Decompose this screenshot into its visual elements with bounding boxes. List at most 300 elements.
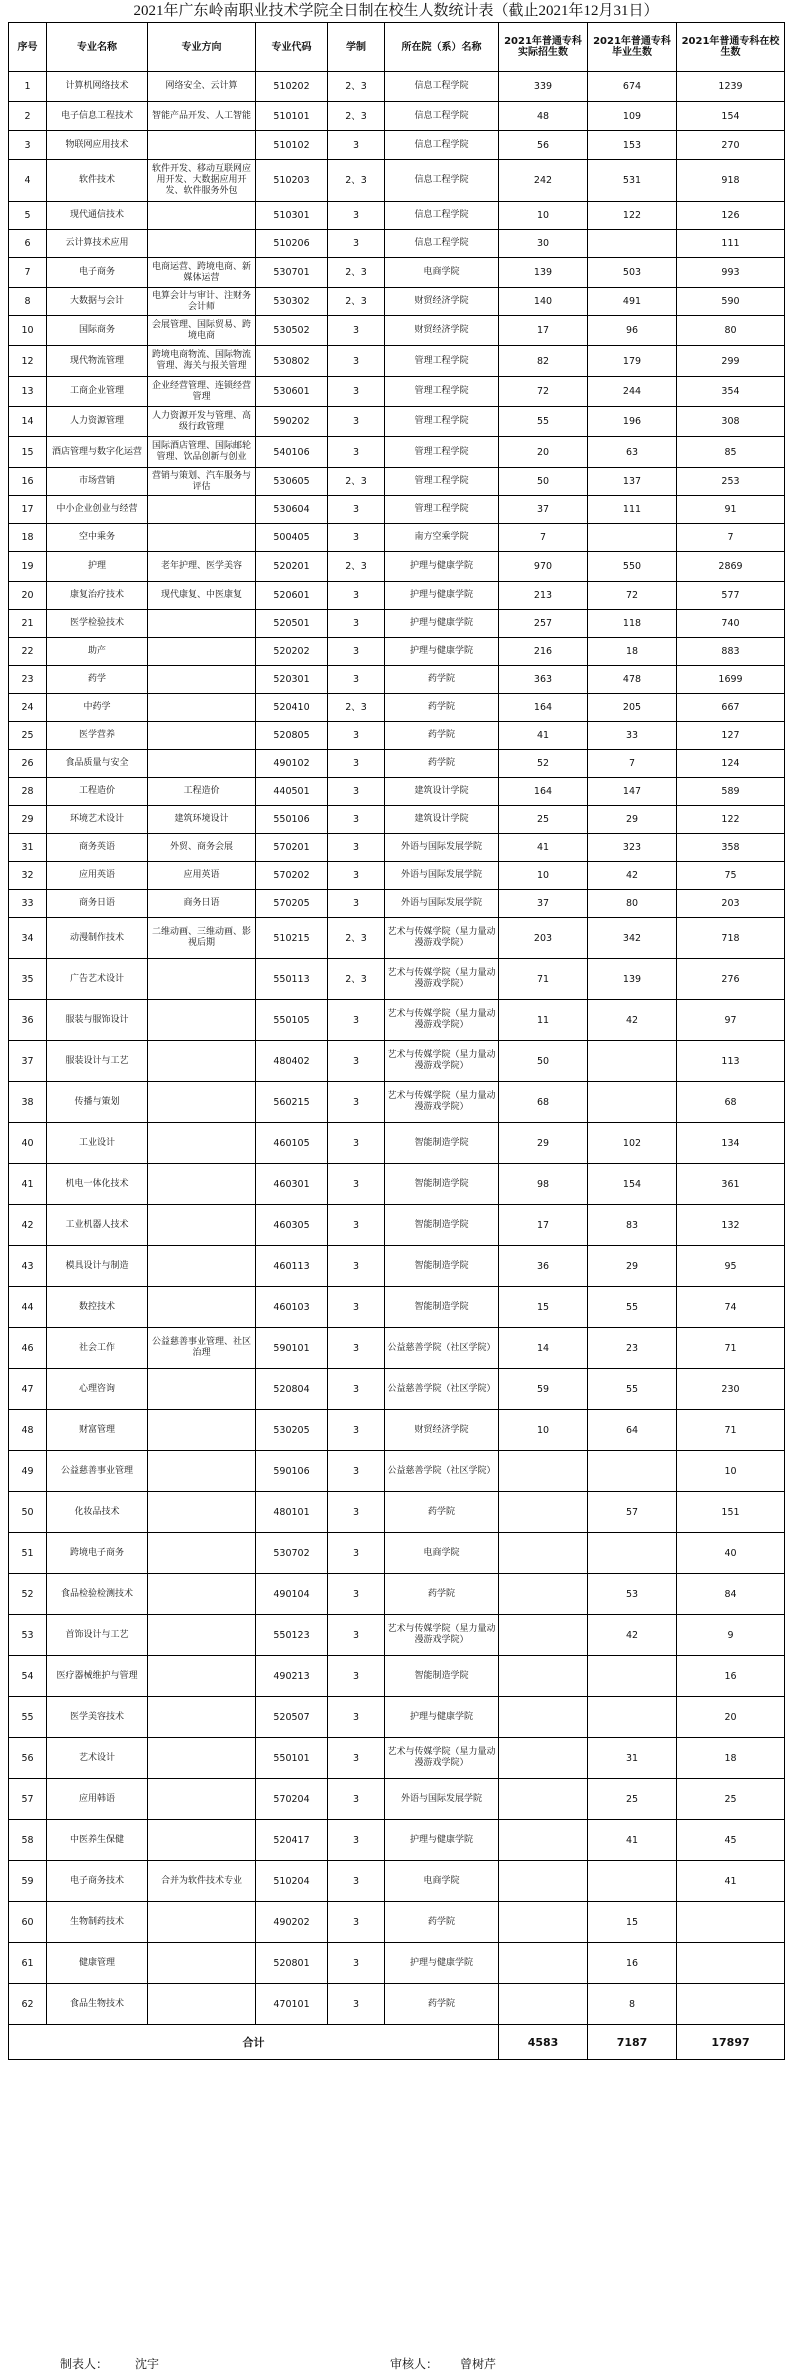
study-years: 3 xyxy=(328,1656,385,1697)
row-number: 1 xyxy=(9,72,47,102)
major-direction xyxy=(148,230,256,258)
graduate-count: 42 xyxy=(588,1000,677,1041)
major-name: 电子商务技术 xyxy=(47,1861,148,1902)
header-cell: 序号 xyxy=(9,23,47,72)
maker-label: 制表人： xyxy=(60,2357,109,2371)
major-name: 国际商务 xyxy=(47,316,148,346)
study-years: 2、3 xyxy=(328,258,385,288)
current-students: 111 xyxy=(677,230,785,258)
table-row xyxy=(9,316,785,346)
enrollment-count: 15 xyxy=(499,1287,588,1328)
enrollment-count: 25 xyxy=(499,806,588,834)
current-students: 134 xyxy=(677,1123,785,1164)
college-name: 信息工程学院 xyxy=(385,131,499,160)
table-row xyxy=(9,377,785,407)
current-students: 74 xyxy=(677,1287,785,1328)
major-direction xyxy=(148,1451,256,1492)
current-students: 126 xyxy=(677,202,785,230)
table-row xyxy=(9,258,785,288)
graduate-count: 33 xyxy=(588,722,677,750)
major-name: 数控技术 xyxy=(47,1287,148,1328)
major-direction: 智能产品开发、人工智能 xyxy=(148,102,256,131)
enrollment-count: 68 xyxy=(499,1082,588,1123)
study-years: 3 xyxy=(328,1492,385,1533)
enrollment-count: 339 xyxy=(499,72,588,102)
major-direction: 软件开发、移动互联网应用开发、大数据应用开发、软件服务外包 xyxy=(148,160,256,202)
row-number: 60 xyxy=(9,1902,47,1943)
major-direction xyxy=(148,694,256,722)
header-cell: 学制 xyxy=(328,23,385,72)
current-students: 122 xyxy=(677,806,785,834)
current-students: 113 xyxy=(677,1041,785,1082)
college-name: 智能制造学院 xyxy=(385,1656,499,1697)
enrollment-count: 56 xyxy=(499,131,588,160)
major-code: 530701 xyxy=(256,258,328,288)
major-code: 460305 xyxy=(256,1205,328,1246)
study-years: 3 xyxy=(328,407,385,437)
major-code: 520417 xyxy=(256,1820,328,1861)
study-years: 2、3 xyxy=(328,468,385,496)
study-years: 2、3 xyxy=(328,160,385,202)
enrollment-count xyxy=(499,1779,588,1820)
major-code: 550123 xyxy=(256,1615,328,1656)
total-label: 合计 xyxy=(9,2025,499,2060)
row-number: 22 xyxy=(9,638,47,666)
header-cell: 专业代码 xyxy=(256,23,328,72)
table-row xyxy=(9,102,785,131)
row-number: 53 xyxy=(9,1615,47,1656)
graduate-count: 196 xyxy=(588,407,677,437)
current-students: 589 xyxy=(677,778,785,806)
graduate-count: 102 xyxy=(588,1123,677,1164)
study-years: 2、3 xyxy=(328,72,385,102)
major-code: 510202 xyxy=(256,72,328,102)
major-code: 520501 xyxy=(256,610,328,638)
major-name: 人力资源管理 xyxy=(47,407,148,437)
current-students: 993 xyxy=(677,258,785,288)
major-direction: 公益慈善事业管理、社区治理 xyxy=(148,1328,256,1369)
major-code: 500405 xyxy=(256,524,328,552)
graduate-count: 25 xyxy=(588,1779,677,1820)
study-years: 3 xyxy=(328,202,385,230)
graduate-count: 244 xyxy=(588,377,677,407)
graduate-count: 111 xyxy=(588,496,677,524)
major-code: 570204 xyxy=(256,1779,328,1820)
major-code: 510203 xyxy=(256,160,328,202)
college-name: 护理与健康学院 xyxy=(385,610,499,638)
study-years: 2、3 xyxy=(328,102,385,131)
table-row xyxy=(9,524,785,552)
enrollment-count xyxy=(499,1984,588,2025)
graduate-count: 147 xyxy=(588,778,677,806)
current-students: 45 xyxy=(677,1820,785,1861)
major-code: 530702 xyxy=(256,1533,328,1574)
enrollment-count: 37 xyxy=(499,496,588,524)
college-name: 外语与国际发展学院 xyxy=(385,1779,499,1820)
current-students xyxy=(677,1943,785,1984)
college-name: 财贸经济学院 xyxy=(385,1410,499,1451)
enrollment-count: 37 xyxy=(499,890,588,918)
current-students: 1699 xyxy=(677,666,785,694)
major-direction xyxy=(148,1041,256,1082)
major-name: 空中乘务 xyxy=(47,524,148,552)
graduate-count: 80 xyxy=(588,890,677,918)
table-row xyxy=(9,1984,785,2025)
major-code: 440501 xyxy=(256,778,328,806)
graduate-count xyxy=(588,1041,677,1082)
major-name: 物联网应用技术 xyxy=(47,131,148,160)
table-row xyxy=(9,1328,785,1369)
table-row xyxy=(9,1779,785,1820)
current-students xyxy=(677,1984,785,2025)
table-row xyxy=(9,1123,785,1164)
major-direction xyxy=(148,1615,256,1656)
major-direction: 二维动画、三维动画、影视后期 xyxy=(148,918,256,959)
study-years: 3 xyxy=(328,1984,385,2025)
major-direction xyxy=(148,1287,256,1328)
college-name: 艺术与传媒学院（星力量动漫游戏学院） xyxy=(385,1738,499,1779)
major-name: 中小企业创业与经营 xyxy=(47,496,148,524)
table-row xyxy=(9,959,785,1000)
major-code: 530802 xyxy=(256,346,328,377)
enrollment-count: 10 xyxy=(499,1410,588,1451)
major-direction xyxy=(148,722,256,750)
college-name: 信息工程学院 xyxy=(385,72,499,102)
graduate-count: 55 xyxy=(588,1369,677,1410)
current-students: 740 xyxy=(677,610,785,638)
college-name: 艺术与传媒学院（星力量动漫游戏学院） xyxy=(385,918,499,959)
reviewer-label: 审核人： xyxy=(390,2357,439,2371)
college-name: 管理工程学院 xyxy=(385,468,499,496)
major-name: 艺术设计 xyxy=(47,1738,148,1779)
graduate-count: 16 xyxy=(588,1943,677,1984)
major-name: 健康管理 xyxy=(47,1943,148,1984)
study-years: 3 xyxy=(328,377,385,407)
row-number: 29 xyxy=(9,806,47,834)
study-years: 3 xyxy=(328,890,385,918)
major-name: 酒店管理与数字化运营 xyxy=(47,437,148,468)
major-name: 医学美容技术 xyxy=(47,1697,148,1738)
graduate-count xyxy=(588,230,677,258)
graduate-count: 205 xyxy=(588,694,677,722)
row-number: 46 xyxy=(9,1328,47,1369)
table-row xyxy=(9,1410,785,1451)
enrollment-count: 17 xyxy=(499,316,588,346)
row-number: 38 xyxy=(9,1082,47,1123)
table-row xyxy=(9,552,785,582)
college-name: 药学院 xyxy=(385,722,499,750)
college-name: 信息工程学院 xyxy=(385,160,499,202)
enrollment-count xyxy=(499,1902,588,1943)
current-students: 2869 xyxy=(677,552,785,582)
graduate-count: 41 xyxy=(588,1820,677,1861)
college-name: 信息工程学院 xyxy=(385,230,499,258)
enrollment-count xyxy=(499,1943,588,1984)
table-row xyxy=(9,1492,785,1533)
row-number: 19 xyxy=(9,552,47,582)
enrollment-count: 14 xyxy=(499,1328,588,1369)
row-number: 8 xyxy=(9,288,47,316)
graduate-count xyxy=(588,1082,677,1123)
major-code: 520601 xyxy=(256,582,328,610)
graduate-count: 72 xyxy=(588,582,677,610)
row-number: 32 xyxy=(9,862,47,890)
study-years: 2、3 xyxy=(328,552,385,582)
study-years: 3 xyxy=(328,778,385,806)
graduate-count: 153 xyxy=(588,131,677,160)
major-direction xyxy=(148,496,256,524)
major-name: 工程造价 xyxy=(47,778,148,806)
major-name: 环境艺术设计 xyxy=(47,806,148,834)
table-row xyxy=(9,890,785,918)
college-name: 外语与国际发展学院 xyxy=(385,862,499,890)
study-years: 3 xyxy=(328,862,385,890)
table-row xyxy=(9,638,785,666)
major-direction: 现代康复、中医康复 xyxy=(148,582,256,610)
college-name: 护理与健康学院 xyxy=(385,582,499,610)
current-students: 91 xyxy=(677,496,785,524)
current-students: 127 xyxy=(677,722,785,750)
enrollment-count: 52 xyxy=(499,750,588,778)
row-number: 62 xyxy=(9,1984,47,2025)
row-number: 34 xyxy=(9,918,47,959)
current-students: 577 xyxy=(677,582,785,610)
graduate-count: 42 xyxy=(588,862,677,890)
row-number: 44 xyxy=(9,1287,47,1328)
major-name: 广告艺术设计 xyxy=(47,959,148,1000)
graduate-count: 478 xyxy=(588,666,677,694)
enrollment-count: 970 xyxy=(499,552,588,582)
enrollment-count xyxy=(499,1820,588,1861)
table-row xyxy=(9,160,785,202)
graduate-count xyxy=(588,1697,677,1738)
major-code: 480101 xyxy=(256,1492,328,1533)
row-number: 52 xyxy=(9,1574,47,1615)
total-grad: 7187 xyxy=(588,2025,677,2060)
major-code: 510215 xyxy=(256,918,328,959)
college-name: 财贸经济学院 xyxy=(385,316,499,346)
enrollment-count: 363 xyxy=(499,666,588,694)
major-name: 软件技术 xyxy=(47,160,148,202)
college-name: 建筑设计学院 xyxy=(385,806,499,834)
major-name: 服装设计与工艺 xyxy=(47,1041,148,1082)
table-row xyxy=(9,1656,785,1697)
enrollment-count: 82 xyxy=(499,346,588,377)
graduate-count: 53 xyxy=(588,1574,677,1615)
major-name: 中医养生保健 xyxy=(47,1820,148,1861)
major-code: 550106 xyxy=(256,806,328,834)
study-years: 3 xyxy=(328,610,385,638)
major-name: 模具设计与制造 xyxy=(47,1246,148,1287)
college-name: 护理与健康学院 xyxy=(385,552,499,582)
major-code: 570205 xyxy=(256,890,328,918)
total-row xyxy=(9,2025,785,2060)
current-students: 132 xyxy=(677,1205,785,1246)
major-code: 520201 xyxy=(256,552,328,582)
table-row xyxy=(9,862,785,890)
major-direction xyxy=(148,1123,256,1164)
enrollment-count: 10 xyxy=(499,202,588,230)
study-years: 3 xyxy=(328,1697,385,1738)
current-students: 718 xyxy=(677,918,785,959)
row-number: 24 xyxy=(9,694,47,722)
major-name: 市场营销 xyxy=(47,468,148,496)
major-code: 520507 xyxy=(256,1697,328,1738)
study-years: 3 xyxy=(328,1902,385,1943)
row-number: 58 xyxy=(9,1820,47,1861)
table-row xyxy=(9,750,785,778)
row-number: 51 xyxy=(9,1533,47,1574)
table-row xyxy=(9,72,785,102)
row-number: 41 xyxy=(9,1164,47,1205)
major-code: 530502 xyxy=(256,316,328,346)
study-years: 3 xyxy=(328,1738,385,1779)
major-code: 510301 xyxy=(256,202,328,230)
row-number: 61 xyxy=(9,1943,47,1984)
current-students: 41 xyxy=(677,1861,785,1902)
college-name: 电商学院 xyxy=(385,1533,499,1574)
major-direction: 电算会计与审计、注财务会计师 xyxy=(148,288,256,316)
row-number: 48 xyxy=(9,1410,47,1451)
major-direction: 网络安全、云计算 xyxy=(148,72,256,102)
study-years: 3 xyxy=(328,638,385,666)
graduate-count: 15 xyxy=(588,1902,677,1943)
major-direction xyxy=(148,1820,256,1861)
major-name: 康复治疗技术 xyxy=(47,582,148,610)
row-number: 21 xyxy=(9,610,47,638)
study-years: 3 xyxy=(328,1328,385,1369)
table-row xyxy=(9,230,785,258)
college-name: 护理与健康学院 xyxy=(385,1820,499,1861)
major-direction xyxy=(148,202,256,230)
current-students: 7 xyxy=(677,524,785,552)
college-name: 艺术与传媒学院（星力量动漫游戏学院） xyxy=(385,959,499,1000)
major-name: 心理咨询 xyxy=(47,1369,148,1410)
table-row xyxy=(9,1738,785,1779)
major-direction xyxy=(148,524,256,552)
college-name: 公益慈善学院（社区学院） xyxy=(385,1369,499,1410)
row-number: 16 xyxy=(9,468,47,496)
study-years: 3 xyxy=(328,437,385,468)
graduate-count: 57 xyxy=(588,1492,677,1533)
college-name: 智能制造学院 xyxy=(385,1287,499,1328)
enrollment-count xyxy=(499,1615,588,1656)
reviewer-name: 曾树芹 xyxy=(460,2357,497,2371)
major-name: 食品质量与安全 xyxy=(47,750,148,778)
enrollment-count xyxy=(499,1533,588,1574)
current-students: 68 xyxy=(677,1082,785,1123)
major-name: 首饰设计与工艺 xyxy=(47,1615,148,1656)
table-row xyxy=(9,288,785,316)
major-name: 社会工作 xyxy=(47,1328,148,1369)
study-years: 3 xyxy=(328,1205,385,1246)
enrollment-count: 10 xyxy=(499,862,588,890)
graduate-count: 122 xyxy=(588,202,677,230)
major-code: 520301 xyxy=(256,666,328,694)
major-name: 现代物流管理 xyxy=(47,346,148,377)
graduate-count: 179 xyxy=(588,346,677,377)
major-name: 工业机器人技术 xyxy=(47,1205,148,1246)
study-years: 3 xyxy=(328,1820,385,1861)
study-years: 3 xyxy=(328,1574,385,1615)
major-name: 工商企业管理 xyxy=(47,377,148,407)
header-cell: 2021年普通专科实际招生数 xyxy=(499,23,588,72)
graduate-count xyxy=(588,1451,677,1492)
graduate-count: 7 xyxy=(588,750,677,778)
table-row xyxy=(9,1697,785,1738)
table-row xyxy=(9,1820,785,1861)
table-row xyxy=(9,1164,785,1205)
enrollment-count: 11 xyxy=(499,1000,588,1041)
graduate-count xyxy=(588,524,677,552)
college-name: 智能制造学院 xyxy=(385,1123,499,1164)
major-code: 550105 xyxy=(256,1000,328,1041)
graduate-count: 118 xyxy=(588,610,677,638)
graduate-count: 29 xyxy=(588,1246,677,1287)
study-years: 2、3 xyxy=(328,918,385,959)
current-students: 84 xyxy=(677,1574,785,1615)
major-direction: 老年护理、医学美容 xyxy=(148,552,256,582)
study-years: 3 xyxy=(328,1451,385,1492)
table-row xyxy=(9,1246,785,1287)
college-name: 管理工程学院 xyxy=(385,346,499,377)
major-name: 工业设计 xyxy=(47,1123,148,1164)
enrollment-count: 72 xyxy=(499,377,588,407)
major-code: 510101 xyxy=(256,102,328,131)
current-students: 667 xyxy=(677,694,785,722)
study-years: 3 xyxy=(328,1369,385,1410)
major-direction: 人力资源开发与管理、高级行政管理 xyxy=(148,407,256,437)
major-code: 460301 xyxy=(256,1164,328,1205)
major-code: 510102 xyxy=(256,131,328,160)
graduate-count: 63 xyxy=(588,437,677,468)
major-direction xyxy=(148,1205,256,1246)
major-direction xyxy=(148,1984,256,2025)
row-number: 50 xyxy=(9,1492,47,1533)
table-row xyxy=(9,666,785,694)
study-years: 3 xyxy=(328,1533,385,1574)
table-row xyxy=(9,1451,785,1492)
major-code: 550101 xyxy=(256,1738,328,1779)
enrollment-count: 140 xyxy=(499,288,588,316)
graduate-count xyxy=(588,1656,677,1697)
college-name: 护理与健康学院 xyxy=(385,1943,499,1984)
major-direction xyxy=(148,1533,256,1574)
row-number: 23 xyxy=(9,666,47,694)
row-number: 49 xyxy=(9,1451,47,1492)
college-name: 公益慈善学院（社区学院） xyxy=(385,1328,499,1369)
major-direction xyxy=(148,1574,256,1615)
study-years: 2、3 xyxy=(328,694,385,722)
graduate-count: 323 xyxy=(588,834,677,862)
study-years: 3 xyxy=(328,1779,385,1820)
major-code: 490102 xyxy=(256,750,328,778)
row-number: 17 xyxy=(9,496,47,524)
major-code: 520804 xyxy=(256,1369,328,1410)
enrollment-count: 48 xyxy=(499,102,588,131)
college-name: 艺术与传媒学院（星力量动漫游戏学院） xyxy=(385,1615,499,1656)
major-code: 530205 xyxy=(256,1410,328,1451)
major-direction xyxy=(148,131,256,160)
major-code: 490104 xyxy=(256,1574,328,1615)
enrollment-count xyxy=(499,1574,588,1615)
college-name: 药学院 xyxy=(385,694,499,722)
current-students: 308 xyxy=(677,407,785,437)
current-students: 358 xyxy=(677,834,785,862)
current-students: 203 xyxy=(677,890,785,918)
graduate-count: 23 xyxy=(588,1328,677,1369)
major-name: 云计算技术应用 xyxy=(47,230,148,258)
